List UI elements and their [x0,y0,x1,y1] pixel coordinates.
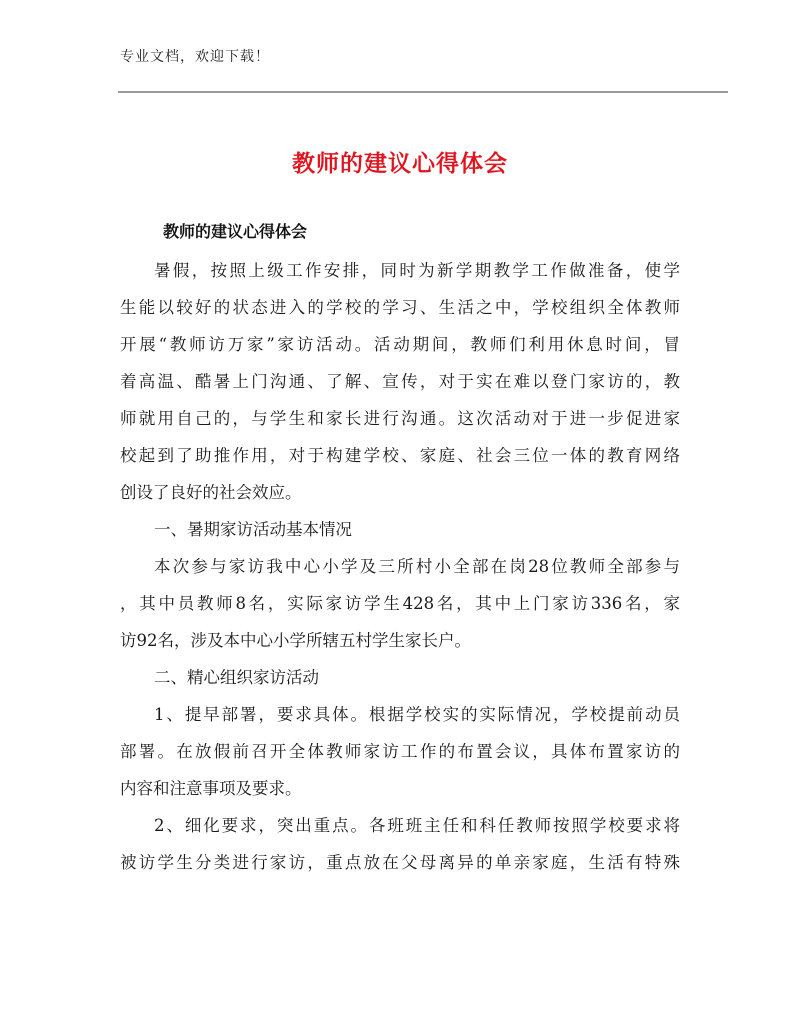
paragraph-line: 被访学生分类进行家访，重点放在父母离异的单亲家庭，生活有特殊 [120,853,680,872]
document-body [120,252,680,881]
paragraph-line: 开展“教师访万家”家访活动。活动期间，教师们利用休息时间，冒 [120,335,680,354]
paragraph-line: 2、细化要求，突出重点。各班班主任和科任教师按照学校要求将 [154,816,680,835]
paragraph-line: 生能以较好的状态进入的学校的学习、生活之中，学校组织全体教师 [120,298,680,317]
document-subtitle: 教师的建议心得体会 [163,222,308,241]
document-title: 教师的建议心得体会 [292,151,508,177]
section-heading: 一、暑期家访活动基本情况 [154,520,352,539]
section-heading: 二、精心组织家访活动 [154,668,319,687]
paragraph-line: 1、提早部署，要求具体。根据学校实的实际情况，学校提前动员 [154,705,680,724]
paragraph-line: 访92名，涉及本中心小学所辖五村学生家长户。 [120,631,471,650]
paragraph-line: 校起到了助推作用，对于构建学校、家庭、社会三位一体的教育网络 [120,446,680,465]
paragraph-line: 本次参与家访我中心小学及三所村小全部在岗28位教师全部参与 [154,557,680,576]
paragraph-line: 暑假，按照上级工作安排，同时为新学期教学工作做准备，使学 [154,261,680,280]
paragraph-line: 师就用自己的，与学生和家长进行沟通。这次活动对于进一步促进家 [120,409,680,428]
paragraph-line: 内容和注意事项及要求。 [120,779,302,798]
header-divider [118,91,728,93]
paragraph-line: 创设了良好的社会效应。 [120,483,302,502]
paragraph-line: 着高温、酷暑上门沟通、了解、宣传，对于实在难以登门家访的，教 [120,372,680,391]
page-header: 专业文档，欢迎下载！ [120,49,270,65]
paragraph-line: 部署。在放假前召开全体教师家访工作的布置会议，具体布置家访的 [120,742,680,761]
paragraph-line: ，其中员教师8名，实际家访学生428名，其中上门家访336名，家 [120,594,680,613]
